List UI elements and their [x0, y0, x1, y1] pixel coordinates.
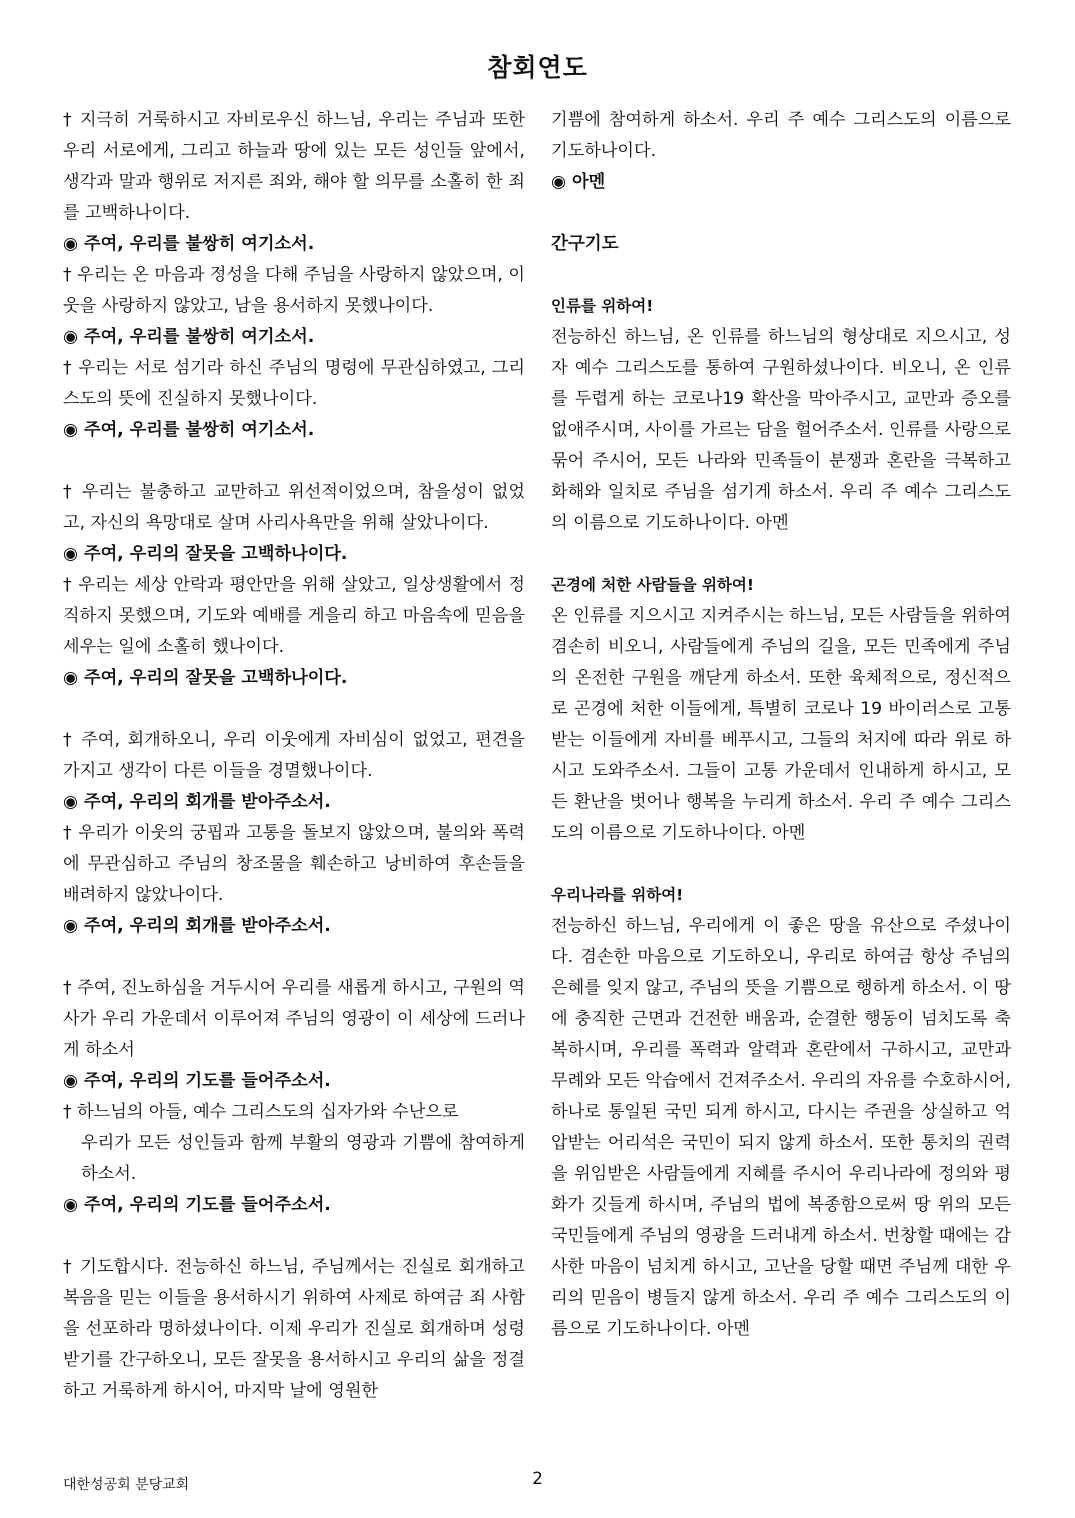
response: ◉ 주여, 우리를 불쌍히 여기소서.	[63, 327, 315, 347]
response: ◉ 주여, 우리의 기도를 들어주소서.	[63, 1071, 331, 1091]
spacer	[551, 849, 1011, 880]
prayer-text: † 지극히 거룩하시고 자비로우신 하느님, 우리는 주님과 또한 우리 서로에게, 그리고 하늘과 땅에 있는 모든 성인들 앞에서, 생각과 말과 행위로 저지른 죄와, 해야 할 의무를 소홀히 한 죄를 고백하나이다.	[63, 110, 525, 223]
prayer-text: † 기도합시다. 전능하신 하느님, 주님께서는 진실로 회개하고 복음을 믿는 이들을 용서하시기 위하여 사제로 하여금 죄 사함을 선포하라 명하셨나이다. 이제 우리가 진실로 회개하며 성령 받기를 간구하오니, 모든 잘못을 용서하시고 우리의 삶을 정결하고 거룩하게 하시어, 마지막 날에 영원한	[63, 1257, 525, 1401]
subheading: 우리나라를 위하여!	[551, 886, 684, 904]
spacer	[551, 198, 1011, 229]
left-column	[63, 105, 525, 1407]
spacer	[63, 446, 525, 477]
prayer-text: † 주여, 회개하오니, 우리 이웃에게 자비심이 없었고, 편견을 가지고 생각이 다른 이들을 경멸했나이다.	[63, 730, 525, 781]
footer-church-name: 대한성공회 분당교회	[63, 1477, 190, 1493]
spacer	[551, 539, 1011, 570]
spacer	[63, 1221, 525, 1252]
prayer-text: 전능하신 하느님, 온 인류를 하느님의 형상대로 지으시고, 성자 예수 그리스도를 통하여 구원하셨나이다. 비오니, 온 인류를 두렵게 하는 코로나19 확산을 막아주시고, 교만과 증오를 없애주시며, 사이를 가르는 담을 헐어주소서. 인류를 사랑으로 묶어 주시어, 모든 나라와 민족들이 분쟁과 혼란을 극복하고 화해와 일치로 주님을 섬기게 하소서. 우리 주 예수 그리스도의 이름으로 기도하나이다. 아멘	[551, 327, 1011, 533]
prayer-text: † 우리가 이웃의 궁핍과 고통을 돌보지 않았으며, 불의와 폭력에 무관심하고 주님의 창조물을 훼손하고 낭비하여 후손들을 배려하지 않았나이다.	[63, 823, 525, 905]
spacer	[63, 694, 525, 725]
response: ◉ 주여, 우리의 잘못을 고백하나이다.	[63, 544, 348, 564]
prayer-text: † 우리는 온 마음과 정성을 다해 주님을 사랑하지 않았으며, 이웃을 사랑하지 않았고, 남을 용서하지 못했나이다.	[63, 265, 525, 316]
response: ◉ 주여, 우리의 잘못을 고백하나이다.	[63, 668, 348, 688]
spacer	[63, 942, 525, 973]
prayer-text: † 하느님의 아들, 예수 그리스도의 십자가와 수난으로	[63, 1102, 459, 1122]
prayer-text: † 우리는 세상 안락과 평안만을 위해 살았고, 일상생활에서 정직하지 못했으며, 기도와 예배를 게을리 하고 마음속에 믿음을 세우는 일에 소홀히 했나이다.	[63, 575, 525, 657]
prayer-text: 우리가 모든 성인들과 함께 부활의 영광과 기쁨에 참여하게 하소서.	[81, 1133, 525, 1184]
prayer-text: † 우리는 서로 섬기라 하신 주님의 명령에 무관심하였고, 그리스도의 뜻에 진실하지 못했나이다.	[63, 358, 525, 409]
prayer-text: 온 인류를 지으시고 지켜주시는 하느님, 모든 사람들을 위하여 겸손히 비오니, 사람들에게 주님의 길을, 모든 민족에게 주님의 온전한 구원을 깨닫게 하소서. 또한 육체적으로, 정신적으로 곤경에 처한 이들에게, 특별히 코로나 19 바이러스로 고통 받는 이들에게 자비를 베푸시고, 그들의 처지에 따라 위로 하시고 도와주소서. 그들이 고통 가운데서 인내하게 하시고, 모든 환난을 벗어나 행복을 누리게 하소서. 우리 주 예수 그리스도의 이름으로 기도하나이다. 아멘	[551, 606, 1011, 843]
subheading: 인류를 위하여!	[551, 297, 654, 315]
response: ◉ 주여, 우리의 기도를 들어주소서.	[63, 1195, 331, 1215]
prayer-text: † 주여, 진노하심을 거두시어 우리를 새롭게 하시고, 구원의 역사가 우리 가운데서 이루어져 주님의 영광이 이 세상에 드러나게 하소서	[63, 978, 525, 1060]
right-column	[551, 105, 1011, 1345]
response-amen: ◉ 아멘	[551, 172, 606, 192]
section-heading: 간구기도	[551, 234, 619, 254]
prayer-text: 기쁨에 참여하게 하소서. 우리 주 예수 그리스도의 이름으로 기도하나이다.	[551, 110, 1011, 161]
prayer-text: 전능하신 하느님, 우리에게 이 좋은 땅을 유산으로 주셨나이다. 겸손한 마음으로 기도하오니, 우리로 하여금 항상 주님의 은혜를 잊지 않고, 주님의 뜻을 기쁨으로 행하게 하소서. 이 땅에 충직한 근면과 건전한 배움과, 순결한 행동이 넘치도록 축복하시며, 우리를 폭력과 알력과 혼란에서 구하시고, 교만과 무례와 모든 악습에서 건져주소서. 우리의 자유를 수호하시어, 하나로 통일된 국민 되게 하시고, 다시는 주권을 상실하고 억압받는 어리석은 국민이 되지 않게 하소서. 또한 통치의 권력을 위임받은 사람들에게 지혜를 주시어 우리나라에 정의와 평화가 깃들게 하시며, 주님의 법에 복종함으로써 땅 위의 모든 국민들에게 주님의 영광을 드러내게 하소서. 번창할 때에는 감사한 마음이 넘치게 하시고, 고난을 당할 때면 주님께 대한 우리의 믿음이 병들지 않게 하소서. 우리 주 예수 그리스도의 이름으로 기도하나이다. 아멘	[551, 916, 1011, 1339]
spacer	[551, 260, 1011, 291]
response: ◉ 주여, 우리를 불쌍히 여기소서.	[63, 234, 315, 254]
response: ◉ 주여, 우리의 회개를 받아주소서.	[63, 792, 331, 812]
response: ◉ 주여, 우리를 불쌍히 여기소서.	[63, 420, 315, 440]
subheading: 곤경에 처한 사람들을 위하여!	[551, 576, 754, 594]
prayer-text: † 우리는 불충하고 교만하고 위선적이었으며, 참을성이 없었고, 자신의 욕망대로 살며 사리사욕만을 위해 살았나이다.	[63, 482, 525, 533]
page-title: 참회연도	[487, 53, 588, 82]
response: ◉ 주여, 우리의 회개를 받아주소서.	[63, 916, 331, 936]
page-number: 2	[532, 1469, 543, 1489]
